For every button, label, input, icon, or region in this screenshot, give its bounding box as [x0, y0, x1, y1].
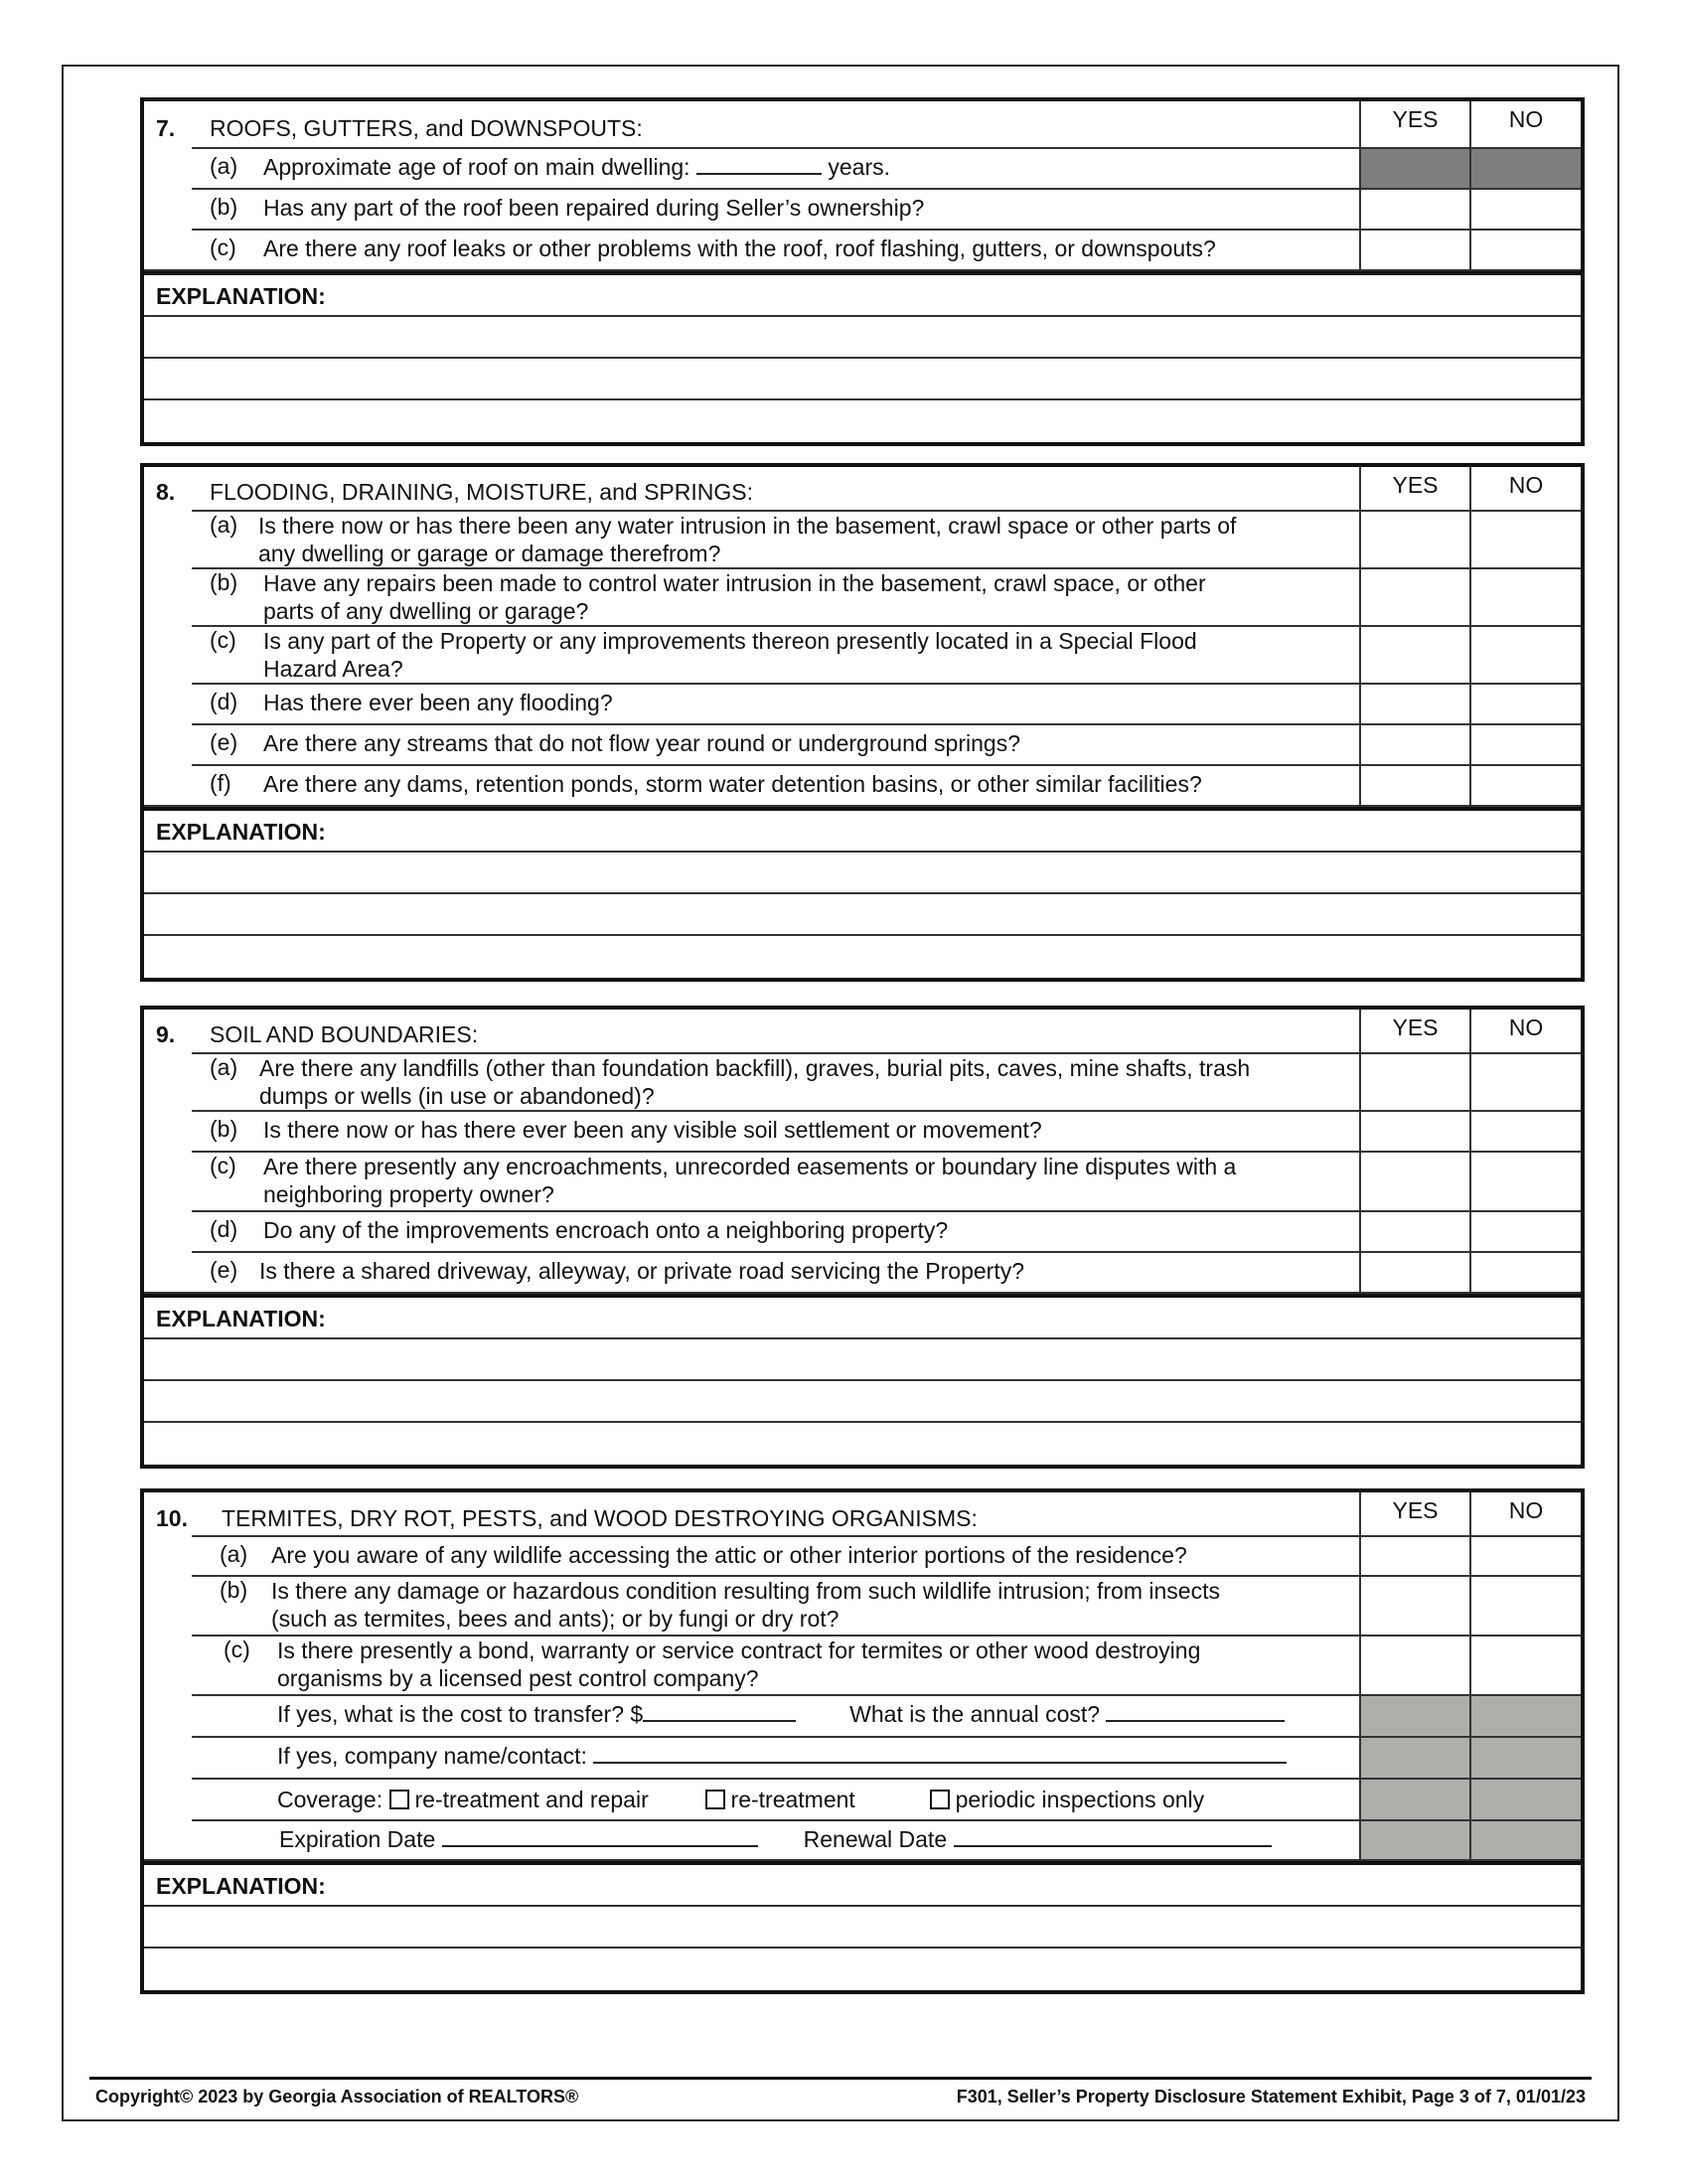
explanation-label: EXPLANATION:: [156, 283, 326, 309]
checkbox-icon: [389, 1790, 409, 1809]
question-letter: (d): [210, 689, 238, 714]
no-checkbox[interactable]: [1469, 1112, 1581, 1153]
explanation-line[interactable]: [144, 1339, 1581, 1381]
no-header: NO: [1508, 106, 1544, 132]
question-text: Are there any roof leaks or other problems with the roof, roof flashing, gutters, or downspouts?: [263, 235, 1216, 261]
question-letter: (c): [210, 1153, 236, 1178]
section-number: 9.: [156, 1021, 176, 1047]
explanation-line[interactable]: [144, 1949, 1581, 1990]
yes-checkbox[interactable]: [1359, 512, 1469, 569]
question-letter: (d): [210, 1216, 238, 1242]
section-number: 8.: [156, 479, 176, 505]
yes-checkbox[interactable]: [1359, 766, 1469, 805]
yes-checkbox[interactable]: [1359, 725, 1469, 766]
question-row: [144, 725, 1581, 766]
yes-checkbox[interactable]: [1359, 1637, 1469, 1696]
question-row: [144, 231, 1581, 271]
question-row: [144, 569, 1581, 627]
footer-form-id: F301, Seller’s Property Disclosure Statement Exhibit, Page 3 of 7, 01/01/23: [956, 2087, 1586, 2106]
coverage-row: [144, 1780, 1581, 1821]
explanation-line[interactable]: [144, 936, 1581, 978]
question-text: Is any part of the Property or any improvements thereon presently located in a Special Flood Hazard Area?: [263, 628, 1197, 682]
roof-age-field[interactable]: [696, 155, 822, 175]
explanation-line[interactable]: [144, 1907, 1581, 1949]
footer-copyright: Copyright© 2023 by Georgia Association of REALTORS®: [95, 2087, 579, 2106]
no-checkbox[interactable]: [1469, 1537, 1581, 1577]
question-row: [144, 190, 1581, 231]
yes-checkbox[interactable]: [1359, 1577, 1469, 1637]
question-text: Are there any landfills (other than foundation backfill), graves, burial pits, caves, mine shafts, trash dumps or wells (in use or abandoned)?: [259, 1055, 1251, 1109]
yes-checkbox[interactable]: [1359, 190, 1469, 231]
no-checkbox[interactable]: [1469, 1212, 1581, 1253]
no-cell-disabled: [1469, 1821, 1581, 1859]
question-text: Is there now or has there ever been any visible soil settlement or movement?: [263, 1117, 1042, 1143]
no-checkbox[interactable]: [1469, 512, 1581, 569]
question-text: Do any of the improvements encroach onto a neighboring property?: [263, 1217, 949, 1243]
question-row: [144, 1212, 1581, 1253]
question-text: Is there a shared driveway, alleyway, or private road servicing the Property?: [259, 1258, 1025, 1284]
explanation-line[interactable]: [144, 359, 1581, 400]
question-text: Is there presently a bond, warranty or service contract for termites or other wood destroying organisms by a licensed pest control company?: [277, 1638, 1201, 1691]
explanation-block: [144, 1294, 1581, 1465]
section-number: 10.: [156, 1505, 188, 1531]
question-text: Is there now or has there been any water intrusion in the basement, crawl space or other parts of any dwelling or garage or damage therefrom?: [258, 513, 1237, 566]
yes-checkbox[interactable]: [1359, 231, 1469, 269]
coverage-option-retreatment-repair[interactable]: re-treatment and repair: [389, 1787, 649, 1812]
question-letter: (a): [220, 1541, 248, 1567]
yes-checkbox[interactable]: [1359, 569, 1469, 627]
question-letter: (b): [210, 194, 238, 220]
question-letter: (a): [210, 512, 238, 538]
section-header: [144, 101, 1581, 149]
expiration-date-field[interactable]: [442, 1827, 758, 1847]
yes-cell-disabled: [1359, 1738, 1469, 1780]
question-text: Has any part of the roof been repaired during Seller’s ownership?: [263, 195, 925, 221]
yes-checkbox[interactable]: [1359, 1537, 1469, 1577]
question-letter: (e): [210, 1257, 238, 1283]
question-row: [144, 1253, 1581, 1294]
no-checkbox[interactable]: [1469, 190, 1581, 231]
question-letter: (c): [210, 234, 236, 260]
no-checkbox[interactable]: [1469, 1054, 1581, 1112]
dates-row: [144, 1821, 1581, 1861]
no-checkbox[interactable]: [1469, 1577, 1581, 1637]
question-letter: (b): [210, 1116, 238, 1142]
question-text: Has there ever been any flooding?: [263, 690, 613, 715]
explanation-label: EXPLANATION:: [156, 1873, 326, 1899]
section-termites: [140, 1488, 1585, 1994]
question-letter: (c): [224, 1637, 250, 1662]
no-checkbox[interactable]: [1469, 569, 1581, 627]
section-title: ROOFS, GUTTERS, and DOWNSPOUTS:: [210, 115, 643, 141]
section-header: [144, 1010, 1581, 1054]
question-row: [144, 1637, 1581, 1696]
question-text: Have any repairs been made to control water intrusion in the basement, crawl space, or other parts of any dwelling or garage?: [263, 570, 1206, 624]
explanation-block: [144, 1861, 1581, 1990]
no-cell-disabled: [1469, 149, 1581, 190]
no-cell-disabled: [1469, 1780, 1581, 1821]
yes-header: YES: [1392, 106, 1439, 132]
no-checkbox[interactable]: [1469, 725, 1581, 766]
question-row: [144, 1054, 1581, 1112]
question-text: Is there any damage or hazardous condition resulting from such wildlife intrusion; from insects (such as termites, bees and ants); or by fungi or dry rot?: [271, 1578, 1220, 1632]
question-letter: (c): [210, 627, 236, 653]
question-row: [144, 149, 1581, 190]
question-letter: (b): [210, 569, 238, 595]
question-text: Are you aware of any wildlife accessing the attic or other interior portions of the residence?: [271, 1542, 1187, 1568]
section-number: 7.: [156, 115, 176, 141]
transfer-cost-field[interactable]: [643, 1702, 796, 1722]
section-header: [144, 467, 1581, 512]
coverage-text: Coverage: re-treatment and repair re-treatment periodic inspections only: [277, 1787, 1205, 1812]
no-checkbox[interactable]: [1469, 1253, 1581, 1292]
no-checkbox[interactable]: [1469, 685, 1581, 725]
question-row: [144, 766, 1581, 807]
question-row: [144, 1112, 1581, 1153]
yes-header: YES: [1392, 1497, 1439, 1523]
transfer-cost-text: If yes, what is the cost to transfer? $ What is the annual cost?: [277, 1700, 1335, 1728]
no-checkbox[interactable]: [1469, 1637, 1581, 1696]
annual-cost-field[interactable]: [1106, 1702, 1285, 1722]
transfer-cost-row: [144, 1696, 1581, 1738]
explanation-line[interactable]: [144, 853, 1581, 894]
explanation-block: [144, 271, 1581, 442]
explanation-line[interactable]: [144, 894, 1581, 936]
explanation-line[interactable]: [144, 1381, 1581, 1423]
question-row: [144, 685, 1581, 725]
company-row: [144, 1738, 1581, 1780]
question-letter: (a): [210, 1054, 238, 1080]
coverage-option-inspections[interactable]: periodic inspections only: [930, 1787, 1205, 1812]
question-row: [144, 627, 1581, 685]
no-header: NO: [1508, 1014, 1544, 1040]
question-letter: (e): [210, 729, 238, 755]
question-letter: (a): [210, 153, 238, 179]
section-title: SOIL AND BOUNDARIES:: [210, 1021, 479, 1047]
yes-checkbox[interactable]: [1359, 1054, 1469, 1112]
no-cell-disabled: [1469, 1738, 1581, 1780]
no-checkbox[interactable]: [1469, 766, 1581, 805]
checkbox-icon: [705, 1790, 725, 1809]
company-text: If yes, company name/contact:: [277, 1742, 1335, 1770]
section-header: [144, 1492, 1581, 1537]
explanation-label: EXPLANATION:: [156, 1306, 326, 1331]
question-row: [144, 512, 1581, 569]
question-row: [144, 1577, 1581, 1637]
yes-cell-disabled: [1359, 1696, 1469, 1738]
yes-checkbox[interactable]: [1359, 685, 1469, 725]
no-header: NO: [1508, 472, 1544, 498]
question-letter: (b): [220, 1577, 248, 1603]
yes-checkbox[interactable]: [1359, 627, 1469, 685]
explanation-line[interactable]: [144, 400, 1581, 442]
coverage-option-retreatment[interactable]: re-treatment: [705, 1787, 855, 1812]
question-row: [144, 1153, 1581, 1212]
yes-checkbox[interactable]: [1359, 1212, 1469, 1253]
renewal-date-field[interactable]: [954, 1827, 1272, 1847]
yes-cell-disabled: [1359, 1780, 1469, 1821]
question-letter: (f): [210, 770, 231, 796]
yes-header: YES: [1392, 472, 1439, 498]
question-row: [144, 1537, 1581, 1577]
section-soil: [140, 1006, 1585, 1469]
explanation-line[interactable]: [144, 317, 1581, 359]
section-roofs: [140, 97, 1585, 446]
question-text: Are there any streams that do not flow year round or underground springs?: [263, 730, 1020, 756]
question-text: Are there any dams, retention ponds, storm water detention basins, or other similar facilities?: [263, 771, 1202, 797]
yes-header: YES: [1392, 1014, 1439, 1040]
explanation-label: EXPLANATION:: [156, 819, 326, 845]
yes-checkbox[interactable]: [1359, 1153, 1469, 1212]
no-cell-disabled: [1469, 1696, 1581, 1738]
explanation-block: [144, 807, 1581, 978]
section-flooding: [140, 463, 1585, 982]
no-checkbox[interactable]: [1469, 1153, 1581, 1212]
explanation-line[interactable]: [144, 1423, 1581, 1465]
yes-checkbox[interactable]: [1359, 1253, 1469, 1292]
company-field[interactable]: [593, 1744, 1287, 1764]
checkbox-icon: [930, 1790, 950, 1809]
yes-checkbox[interactable]: [1359, 1112, 1469, 1153]
no-checkbox[interactable]: [1469, 231, 1581, 269]
yes-cell-disabled: [1359, 1821, 1469, 1859]
dates-text: Expiration Date Renewal Date: [279, 1825, 1335, 1853]
footer-rule: [89, 2077, 1592, 2080]
yes-cell-disabled: [1359, 149, 1469, 190]
no-checkbox[interactable]: [1469, 627, 1581, 685]
question-text: Approximate age of roof on main dwelling: years.: [263, 154, 890, 180]
no-header: NO: [1508, 1497, 1544, 1523]
section-title: FLOODING, DRAINING, MOISTURE, and SPRINGS:: [210, 479, 753, 505]
question-text: Are there presently any encroachments, unrecorded easements or boundary line disputes with a neighboring property owner?: [263, 1154, 1237, 1207]
section-title: TERMITES, DRY ROT, PESTS, and WOOD DESTROYING ORGANISMS:: [222, 1505, 978, 1531]
